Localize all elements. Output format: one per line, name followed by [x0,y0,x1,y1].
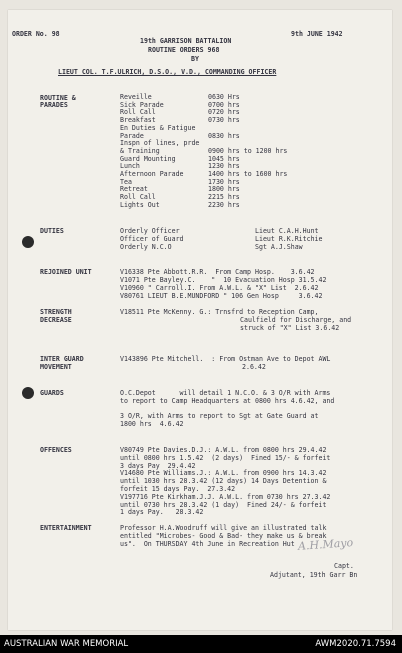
interguard-entry: 2.6.42 [242,363,266,371]
entertainment-label: ENTERTAINMENT [40,524,92,532]
guard-order-line: 3 O/R, with Arms to report to Sgt at Gate Guard at [120,412,319,421]
routine-item-time: 0730 hrs [208,116,240,125]
order-date: 9th JUNE 1942 [291,30,343,38]
movement-label: MOVEMENT [40,363,72,371]
parades-label: PARADES [40,101,68,109]
rejoined-entry: V16338 Pte Abbott.R.R. From Camp Hosp. 3.6.42 [120,268,315,276]
footer-institution: AUSTRALIAN WAR MEMORIAL [4,639,129,649]
punch-hole-bottom [22,387,34,399]
by-label: BY [191,55,199,63]
routine-item-name: & Training [120,146,160,155]
routine-label: ROUTINE & [40,94,76,102]
routine-item-name: En Duties & Fatigue [120,123,196,132]
routine-item-time: 2215 hrs [208,193,240,202]
offence-entry: V14680 Pte Williams.J.: A.W.L. from 0900 hrs 14.3.42 [120,469,327,478]
entertainment-line: us". On THURSDAY 4th June in Recreation Hut [120,540,295,548]
interguard-entry: V143896 Pte Mitchell. : From Ostman Ave to Depot AWL [120,355,331,363]
decrease-label: DECREASE [40,316,72,324]
routine-item-time: 0700 hrs [208,100,240,109]
routine-item-name: Tea [120,177,132,186]
guard-order-line: O.C.Depot will detail 1 N.C.O. & 3 O/R with Arms [120,389,331,397]
offence-entry: until 0730 hrs 28.3.42 (1 day) Fined 24/- & forfeit [120,500,327,509]
routine-item-time: 2230 hrs [208,200,240,209]
rejoined-label: REJOINED UNIT [40,268,92,276]
offence-entry: until 1030 hrs 28.3.42 (12 days) 14 Days Detention & [120,477,327,486]
routine-item-name: Roll Call [120,193,156,202]
routine-item-name: Retreat [120,185,148,194]
guards-label: GUARDS [40,389,64,397]
document-page [8,10,392,630]
routine-item-name: Reveille [120,93,152,101]
offences-label: OFFENCES [40,446,72,454]
offence-entry: 3 days Pay 29.4.42 [120,461,196,470]
rejoined-entry: V10960 " Carroll.I. From A.W.L. & "X" List 2.6.42 [120,284,319,292]
punch-hole-top [22,236,34,248]
routine-item-time: 0900 hrs to 1200 hrs [208,146,288,155]
routine-orders-title: ROUTINE ORDERS 968 [148,46,220,54]
duty-role: Orderly N.C.O [120,243,172,251]
entertainment-line: entitled "Microbes- Good & Bad- they make us & break [120,532,327,540]
routine-item-name: Sick Parade [120,100,164,109]
routine-item-time: 1045 hrs [208,154,240,163]
offence-entry: V80749 Pte Davies.D.J.: A.W.L. from 0800 hrs 29.4.42 [120,446,327,454]
duties-label: DUTIES [40,227,64,235]
duty-role: Officer of Guard [120,235,184,243]
duty-officer: Lieut C.A.H.Hunt [255,227,319,235]
routine-item-name: Breakfast [120,116,156,125]
order-number: ORDER No. 98 [12,30,60,38]
routine-item-time: 0630 Hrs [208,93,240,101]
guard-order-line: to report to Camp Headquarters at 0800 hrs 4.6.42, and [120,396,335,405]
routine-item-name: Lights Out [120,200,160,209]
routine-item-time: 1400 hrs to 1600 hrs [208,170,288,178]
routine-item-name: Lunch [120,162,140,171]
offence-entry: V197716 Pte Kirkham.J.J. A.W.L. from 0730 hrs 27.3.42 [120,492,331,501]
duty-officer: Lieut R.K.Ritchie [255,235,323,243]
battalion-title: 19th GARRISON BATTALION [140,37,232,45]
offence-entry: until 0800 hrs 1.5.42 (2 days) Fined 15/- & forfeit [120,453,331,462]
strength-entry: Caulfield for Discharge, and [240,316,352,324]
routine-item-name: Afternoon Parade [120,170,184,178]
routine-item-name: Inspn of lines, prde [120,139,200,148]
commander-line: LIEUT COL. T.F.ULRICH, D.S.O., V.D., COMMANDING OFFICER [58,68,277,76]
handwritten-signature: A.H.Mayo [297,536,354,553]
routine-item-time: 1800 hrs [208,185,240,194]
routine-item-name: Roll Call [120,108,156,117]
routine-item-time: 1230 hrs [208,162,240,171]
guard-order-line: 1800 hrs 4.6.42 [120,420,184,429]
routine-item-time: 1730 hrs [208,177,240,186]
entertainment-line: Professor H.A.Woodruff will give an illustrated talk [120,524,327,532]
archive-footer [0,635,402,653]
routine-item-time: 0720 hrs [208,108,240,117]
strength-label: STRENGTH [40,308,72,316]
rejoined-entry: V80761 LIEUT B.E.MUNDFORD " 106 Gen Hosp 3.6.42 [120,292,323,300]
signature-rank: Capt. [334,562,354,570]
routine-item-name: Guard Mounting [120,154,176,163]
offence-entry: forfeit 15 days Pay. 27.3.42 [120,485,236,493]
offence-entry: 1 days Pay. 28.3.42 [120,508,204,517]
strength-entry: struck of "X" List 3.6.42 [240,324,340,332]
strength-entry: V18511 Pte McKenny. G.: Trnsfrd to Reception Camp, [120,308,319,316]
interguard-label: INTER GUARD [40,355,84,363]
duty-role: Orderly Officer [120,227,180,235]
signature-title: Adjutant, 19th Garr Bn [270,571,358,579]
routine-item-name: Parade [120,131,144,140]
routine-item-time: 0830 hrs [208,131,240,140]
footer-accession-number: AWM2020.71.7594 [315,639,396,649]
rejoined-entry: V1071 Pte Bayley.C. " 10 Evacuation Hosp 31.5.42 [120,276,327,284]
duty-officer: Sgt A.J.Shaw [255,243,303,251]
